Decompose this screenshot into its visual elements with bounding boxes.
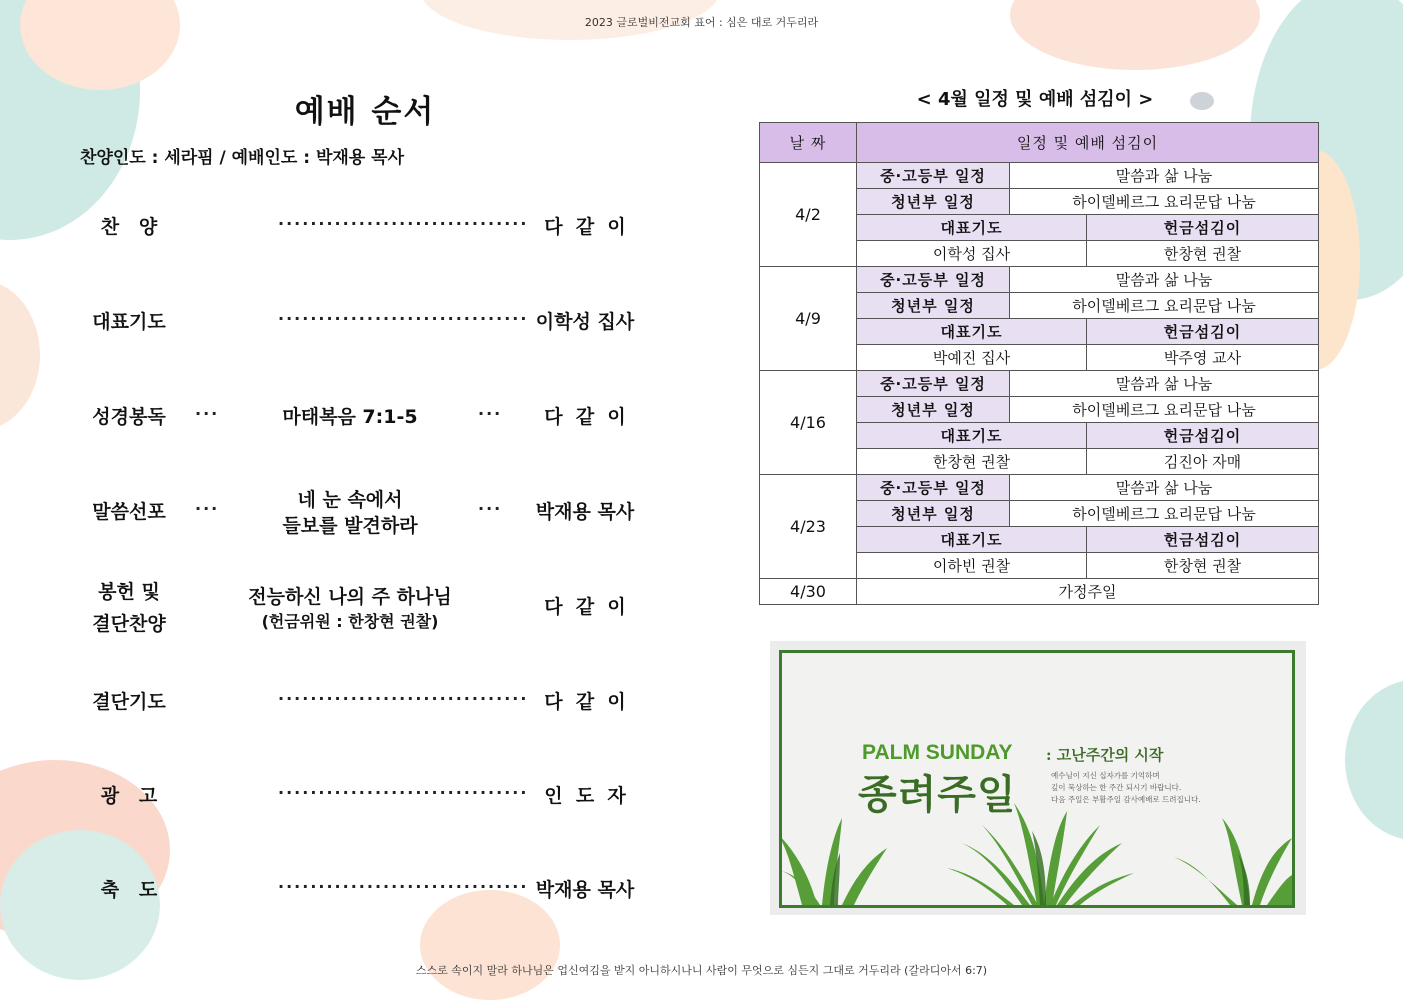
dot-leader: ··· bbox=[478, 499, 503, 518]
youth-schedule-label: 중·고등부 일정 bbox=[857, 163, 1010, 189]
dot-leader: ······························· bbox=[278, 214, 529, 233]
order-item-label-line2: 결단찬양 bbox=[92, 613, 166, 635]
background-blob bbox=[1345, 680, 1403, 840]
dot-leader: ··· bbox=[478, 404, 503, 423]
dot-leader: ······························· bbox=[278, 689, 529, 708]
order-item-person: 박재용 목사 bbox=[535, 501, 635, 523]
offering-committee: (헌금위원 : 한창현 권찰) bbox=[261, 612, 439, 631]
schedule-table-wrap bbox=[759, 122, 1318, 605]
palm-sunday-title-en: PALM SUNDAY bbox=[862, 741, 1013, 764]
schedule-date: 4/16 bbox=[760, 371, 857, 475]
palm-sunday-title-ko: 종려주일 bbox=[858, 771, 1017, 818]
prayer-person: 이학성 집사 bbox=[857, 241, 1087, 267]
background-blob bbox=[1010, 0, 1260, 70]
column-header-date: 날 짜 bbox=[760, 123, 857, 163]
footer-verse: 스스로 속이지 말라 하나님은 업신여김을 받지 아니하시나니 사람이 무엇으로 심든지 그대로 거두리라 (갈라디아서 6:7) bbox=[415, 964, 988, 977]
palm-sunday-desc-line2: 깊이 묵상하는 한 주간 되시기 바랍니다. bbox=[1051, 783, 1182, 792]
prayer-label: 대표기도 bbox=[857, 423, 1087, 449]
youth-schedule-label: 중·고등부 일정 bbox=[857, 475, 1010, 501]
order-item-person: 다 같 이 bbox=[544, 406, 626, 428]
order-item-person: 다 같 이 bbox=[544, 691, 626, 713]
youth-schedule-value: 말씀과 삶 나눔 bbox=[1010, 267, 1319, 293]
table-header-row bbox=[760, 123, 1319, 163]
order-item-label: 말씀선포 bbox=[92, 501, 166, 523]
scripture-reference: 마태복음 7:1-5 bbox=[282, 406, 418, 428]
prayer-label: 대표기도 bbox=[857, 527, 1087, 553]
schedule-table bbox=[759, 122, 1319, 605]
offering-label: 헌금섬김이 bbox=[1087, 319, 1319, 345]
schedule-row bbox=[760, 371, 1319, 397]
order-item-label: 찬 양 bbox=[100, 216, 158, 238]
order-item-person: 인 도 자 bbox=[544, 785, 626, 807]
palm-sunday-card bbox=[770, 641, 1306, 915]
young-adult-schedule-label: 청년부 일정 bbox=[857, 501, 1010, 527]
prayer-person: 한창현 권찰 bbox=[857, 449, 1087, 475]
background-blob bbox=[420, 890, 560, 1000]
young-adult-schedule-label: 청년부 일정 bbox=[857, 293, 1010, 319]
prayer-person: 이하빈 권찰 bbox=[857, 553, 1087, 579]
header-motto: 2023 글로벌비전교회 표어 : 심은 대로 거두리라 bbox=[584, 16, 819, 29]
schedule-note: 가정주일 bbox=[857, 579, 1319, 605]
order-item-label: 성경봉독 bbox=[92, 406, 166, 428]
dot-leader: ······························· bbox=[278, 309, 529, 328]
order-item-person: 박재용 목사 bbox=[535, 879, 635, 901]
schedule-row bbox=[760, 163, 1319, 189]
order-item-person: 다 같 이 bbox=[544, 596, 626, 618]
order-item-label: 광 고 bbox=[100, 785, 158, 807]
order-item-person: 이학성 집사 bbox=[535, 311, 635, 333]
youth-schedule-value: 말씀과 삶 나눔 bbox=[1010, 475, 1319, 501]
schedule-date: 4/30 bbox=[760, 579, 857, 605]
dot-leader: ······························· bbox=[278, 877, 529, 896]
palm-sunday-desc-line3: 다음 주일은 부활주일 감사예배로 드려집니다. bbox=[1051, 795, 1201, 804]
palm-sunday-desc-line1: 예수님이 지신 십자가를 기억하며 bbox=[1051, 771, 1160, 780]
order-item-label: 결단기도 bbox=[92, 691, 166, 713]
offering-person: 한창현 권찰 bbox=[1087, 553, 1319, 579]
palm-sunday-subtitle: : 고난주간의 시작 bbox=[1046, 746, 1164, 764]
prayer-person: 박예진 집사 bbox=[857, 345, 1087, 371]
schedule-date: 4/2 bbox=[760, 163, 857, 267]
palm-sunday-frame bbox=[779, 650, 1295, 908]
dot-leader: ··· bbox=[195, 404, 220, 423]
offering-label: 헌금섬김이 bbox=[1087, 215, 1319, 241]
offering-label: 헌금섬김이 bbox=[1087, 423, 1319, 449]
youth-schedule-value: 말씀과 삶 나눔 bbox=[1010, 371, 1319, 397]
dot-leader: ··· bbox=[195, 499, 220, 518]
young-adult-schedule-label: 청년부 일정 bbox=[857, 397, 1010, 423]
offering-person: 박주영 교사 bbox=[1087, 345, 1319, 371]
young-adult-schedule-value: 하이델베르그 요리문답 나눔 bbox=[1010, 501, 1319, 527]
order-item-label: 축 도 bbox=[100, 879, 158, 901]
hymn-title: 전능하신 나의 주 하나님 bbox=[248, 586, 452, 608]
prayer-label: 대표기도 bbox=[857, 215, 1087, 241]
schedule-row bbox=[760, 475, 1319, 501]
offering-person: 한창현 권찰 bbox=[1087, 241, 1319, 267]
young-adult-schedule-label: 청년부 일정 bbox=[857, 189, 1010, 215]
sermon-title-line2: 들보를 발견하라 bbox=[282, 515, 418, 537]
offering-person: 김진아 자매 bbox=[1087, 449, 1319, 475]
schedule-date: 4/9 bbox=[760, 267, 857, 371]
schedule-row bbox=[760, 267, 1319, 293]
prayer-label: 대표기도 bbox=[857, 319, 1087, 345]
order-item-person: 다 같 이 bbox=[544, 216, 626, 238]
background-blob bbox=[0, 280, 40, 430]
young-adult-schedule-value: 하이델베르그 요리문답 나눔 bbox=[1010, 293, 1319, 319]
youth-schedule-label: 중·고등부 일정 bbox=[857, 371, 1010, 397]
background-blob bbox=[0, 830, 160, 980]
sermon-title-line1: 네 눈 속에서 bbox=[297, 489, 403, 511]
youth-schedule-value: 말씀과 삶 나눔 bbox=[1010, 163, 1319, 189]
order-title: 예배 순서 bbox=[294, 94, 436, 130]
schedule-date: 4/23 bbox=[760, 475, 857, 579]
dot-leader: ······························· bbox=[278, 783, 529, 802]
schedule-row bbox=[760, 579, 1319, 605]
offering-label: 헌금섬김이 bbox=[1087, 527, 1319, 553]
order-item-label: 대표기도 bbox=[92, 311, 166, 333]
column-header-items: 일정 및 예배 섬김이 bbox=[857, 123, 1319, 163]
schedule-title: < 4월 일정 및 예배 섬김이 > bbox=[916, 89, 1154, 110]
order-item-label-line1: 봉헌 및 bbox=[98, 581, 160, 603]
youth-schedule-label: 중·고등부 일정 bbox=[857, 267, 1010, 293]
young-adult-schedule-value: 하이델베르그 요리문답 나눔 bbox=[1010, 397, 1319, 423]
young-adult-schedule-value: 하이델베르그 요리문답 나눔 bbox=[1010, 189, 1319, 215]
worship-leaders: 찬양인도 : 세라핌 / 예배인도 : 박재용 목사 bbox=[80, 148, 404, 168]
